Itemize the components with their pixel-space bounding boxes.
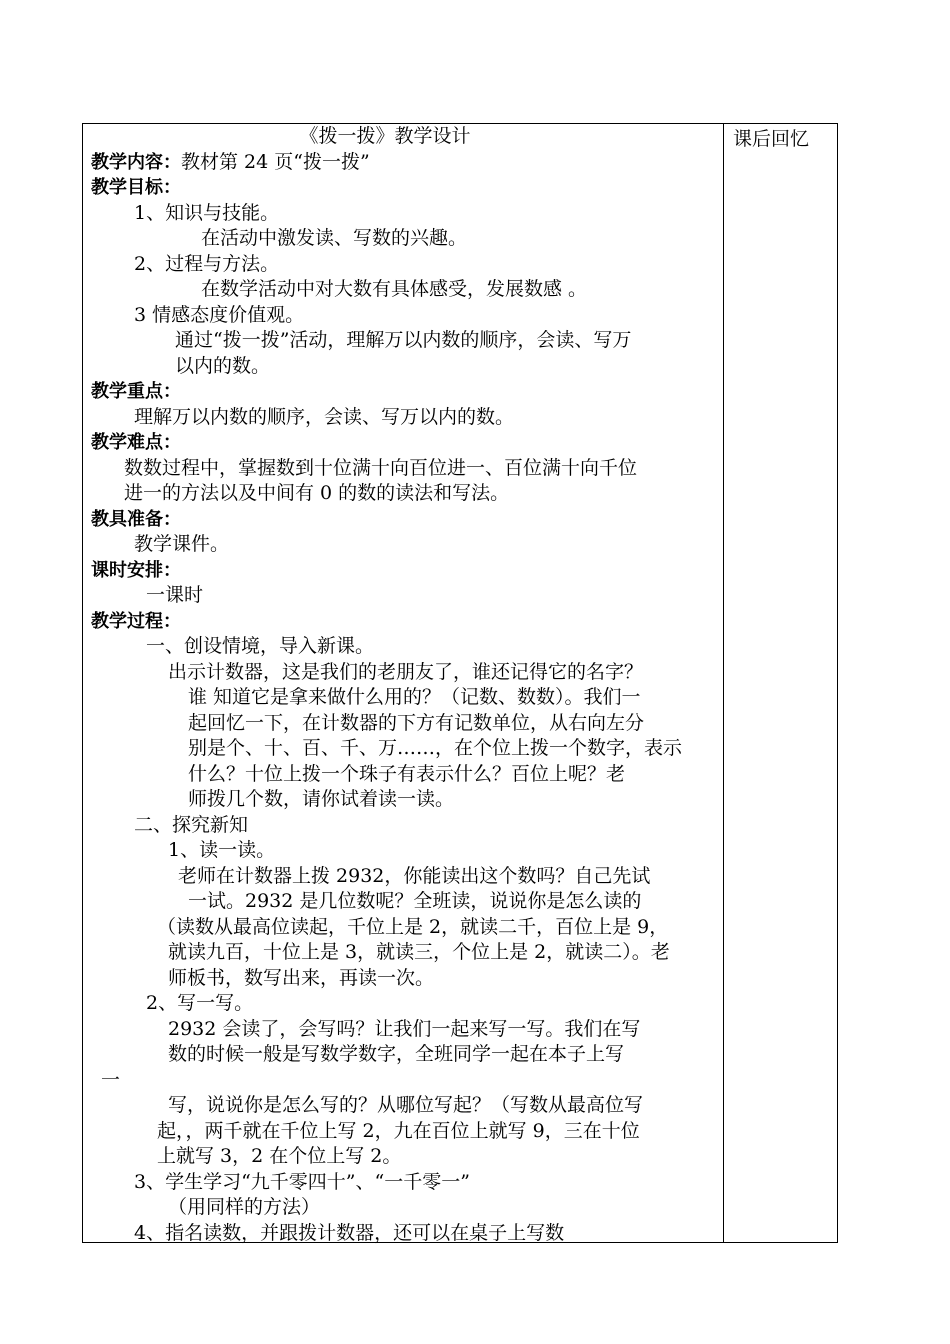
content-line xyxy=(91,660,719,686)
section-heading xyxy=(91,430,719,456)
line-text: 3、学生学习“九千零四十”、“一千零一” xyxy=(134,1170,470,1193)
line-text: 2、过程与方法。 xyxy=(134,252,280,275)
content-line xyxy=(91,583,719,609)
content-line xyxy=(91,1221,719,1247)
line-text: 3 情感态度价值观。 xyxy=(134,303,305,326)
line-text: 4、指名读数，并跟拨计数器，还可以在桌子上写数 xyxy=(134,1221,565,1244)
line-text: 二、探究新知 xyxy=(134,813,249,836)
content-line xyxy=(91,303,719,329)
section-heading xyxy=(91,379,719,405)
line-text: 进一的方法以及中间有 0 的数的读法和写法。 xyxy=(124,482,510,504)
line-text: 老师在计数器上拨 2932，你能读出这个数吗？自己先试 xyxy=(178,864,651,887)
line-text: 通过“拨一拨”活动，理解万以内数的顺序，会读、写万 xyxy=(175,329,632,351)
line-text: 在活动中激发读、写数的兴趣。 xyxy=(201,227,468,249)
content-line xyxy=(91,1017,719,1043)
line-text: 2、写一写。 xyxy=(146,992,254,1014)
section-label: 教具准备： xyxy=(91,508,181,530)
content-line xyxy=(91,634,719,660)
line-text: 教学课件。 xyxy=(134,533,230,555)
content-line xyxy=(91,456,719,482)
content-line xyxy=(91,685,719,711)
side-column-header: 课后回忆 xyxy=(733,128,810,150)
section-heading xyxy=(91,609,719,635)
line-text: 在数学活动中对大数有具体感受，发展数感 。 xyxy=(201,278,588,300)
line-text: 理解万以内数的顺序，会读、写万以内的数。 xyxy=(134,405,515,428)
line-text: 谁 知道它是拿来做什么用的？（记数、数数）。我们一 xyxy=(188,686,641,708)
section-heading xyxy=(91,558,719,584)
document-title: 《拨一拨》教学设计 xyxy=(299,125,471,147)
content-line xyxy=(91,864,719,890)
line-text: 出示计数器，这是我们的老朋友了，谁还记得它的名字？ xyxy=(168,660,644,683)
line-text: 1、知识与技能。 xyxy=(134,201,280,224)
line-text: （用同样的方法） xyxy=(168,1196,321,1218)
line-text: 一课时 xyxy=(146,584,204,606)
column-divider xyxy=(723,124,724,1242)
content-line xyxy=(91,915,719,941)
content-line xyxy=(91,711,719,737)
content-lines xyxy=(91,150,719,1247)
line-text: 一试。2932 是几位数呢？全班读，说说你是怎么读的 xyxy=(188,890,642,912)
line-text: 1、读一读。 xyxy=(168,839,276,861)
line-text: 2932 会读了，会写吗？让我们一起来写一写。我们在写 xyxy=(168,1017,641,1040)
line-text: 起，，两千就在千位上写 2，九在百位上就写 9，三在十位 xyxy=(157,1119,640,1142)
section-label: 教学重点： xyxy=(91,381,181,402)
content-line xyxy=(91,1170,719,1196)
line-text: 以内的数。 xyxy=(175,354,271,377)
content-line xyxy=(91,226,719,252)
section-label: 教学过程： xyxy=(91,610,181,632)
content-line xyxy=(91,813,719,839)
section-label: 教学难点： xyxy=(91,432,181,453)
line-text: 一 xyxy=(101,1068,121,1091)
content-line xyxy=(91,838,719,864)
lesson-plan-content xyxy=(91,124,719,1246)
content-line xyxy=(91,991,719,1017)
content-line xyxy=(91,966,719,992)
content-line xyxy=(91,1195,719,1221)
line-text: 数的时候一般是写数学数字，全班同学一起在本子上写 xyxy=(168,1043,625,1065)
section-heading xyxy=(91,150,719,176)
content-line xyxy=(91,1068,719,1094)
content-line xyxy=(91,1144,719,1170)
line-text: 教材第 24 页“拨一拨” xyxy=(181,150,370,173)
section-heading xyxy=(91,175,719,201)
section-label: 课时安排： xyxy=(91,559,181,581)
content-line xyxy=(91,1042,719,1068)
content-line xyxy=(91,940,719,966)
content-line xyxy=(91,762,719,788)
line-text: 写，说说你是怎么写的？从哪位写起？（写数从最高位写 xyxy=(168,1094,644,1116)
line-text: 起回忆一下，在计数器的下方有记数单位，从右向左分 xyxy=(188,711,645,734)
content-line xyxy=(91,354,719,380)
content-line xyxy=(91,736,719,762)
content-line xyxy=(91,277,719,303)
content-line xyxy=(91,201,719,227)
content-line xyxy=(91,787,719,813)
content-line xyxy=(91,481,719,507)
line-text: 就读九百，十位上是 3，就读三，个位上是 2，就读二）。老 xyxy=(168,941,670,963)
lesson-plan-table xyxy=(82,123,838,1243)
content-line xyxy=(91,328,719,354)
line-text: 师板书，数写出来，再读一次。 xyxy=(168,966,435,989)
section-label: 教学目标： xyxy=(91,177,181,198)
section-label: 教学内容： xyxy=(91,151,181,173)
content-line xyxy=(91,1119,719,1145)
line-text: 数数过程中，掌握数到十位满十向百位进一、百位满十向千位 xyxy=(124,456,638,479)
content-line xyxy=(91,889,719,915)
line-text: 别是个、十、百、千、万……，在个位上拨一个数字，表示 xyxy=(188,737,683,759)
content-line xyxy=(91,532,719,558)
line-text: 一、创设情境，导入新课。 xyxy=(146,635,375,657)
content-line xyxy=(91,1093,719,1119)
line-text: 什么？十位上拨一个珠子有表示什么？百位上呢？老 xyxy=(188,762,626,785)
content-line xyxy=(91,252,719,278)
section-heading xyxy=(91,507,719,533)
content-line xyxy=(91,405,719,431)
line-text: 师拨几个数，请你试着读一读。 xyxy=(188,788,455,810)
line-text: 上就写 3，2 在个位上写 2。 xyxy=(157,1145,402,1167)
line-text: （读数从最高位读起，千位上是 2，就读二千，百位上是 9， xyxy=(157,915,669,938)
